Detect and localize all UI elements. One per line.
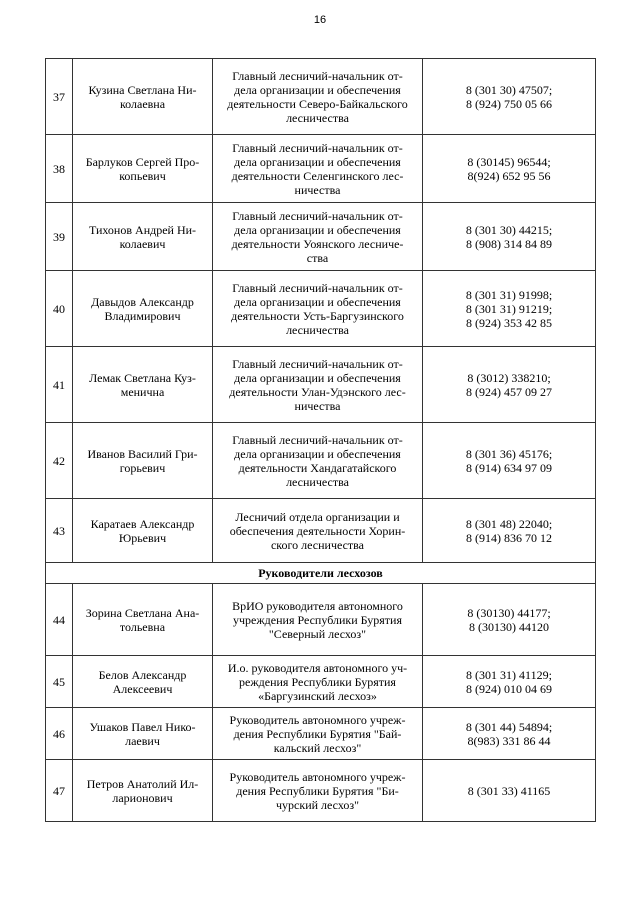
phone-numbers-line: 8 (914) 836 70 12: [466, 530, 552, 545]
table-row: [46, 135, 596, 203]
person-name-line: копьевич: [119, 168, 166, 183]
position-title-line: деятельности Северо-Байкальского: [227, 96, 408, 111]
position-title-line: Главный лесничий-начальник от-: [232, 208, 403, 223]
position-title-line: дела организации и обеспечения: [234, 446, 401, 461]
position-title-line: ства: [306, 250, 329, 265]
table-row: [46, 499, 596, 563]
position-title-line: лесничества: [286, 110, 349, 125]
position-title-line: обеспечения деятельности Хорин-: [229, 523, 406, 538]
row-number: 47: [46, 760, 73, 822]
phone-numbers-line: 8 (301 44) 54894;: [465, 719, 553, 734]
table-row: [46, 708, 596, 760]
person-name-line: колаевич: [119, 236, 166, 251]
phone-numbers: [423, 656, 596, 708]
row-number: 39: [46, 203, 73, 271]
phone-numbers-line: 8 (924) 750 05 66: [466, 96, 552, 111]
phone-numbers-line: 8 (301 31) 41129;: [466, 667, 552, 682]
table-row: [46, 271, 596, 347]
position-title: [213, 423, 423, 499]
phone-numbers-line: 8(983) 331 86 44: [467, 733, 551, 748]
person-name-line: Кузина Светлана Ни-: [88, 82, 197, 97]
person-name-line: ларионович: [112, 790, 173, 805]
phone-numbers: [423, 347, 596, 423]
position-title-line: учреждения Республики Бурятия: [233, 612, 402, 627]
table-row: [46, 203, 596, 271]
phone-numbers-line: 8 (301 31) 91998;: [465, 287, 553, 302]
row-number: 37: [46, 59, 73, 135]
phone-numbers: [423, 203, 596, 271]
phone-numbers: [423, 584, 596, 656]
phone-numbers-line: 8 (3012) 338210;: [467, 370, 551, 385]
position-title-line: дения Республики Бурятия "Бай-: [233, 726, 402, 741]
person-name-line: Барлуков Сергей Про-: [85, 154, 200, 169]
person-name-line: Тихонов Андрей Ни-: [88, 222, 197, 237]
person-name: [73, 271, 213, 347]
phone-numbers: [423, 708, 596, 760]
person-name-line: Каратаев Александр: [90, 516, 195, 531]
person-name-line: Юрьевич: [118, 530, 167, 545]
position-title-line: Руководитель автономного учреж-: [229, 712, 406, 727]
row-number: 38: [46, 135, 73, 203]
phone-numbers-line: 8 (924) 353 42 85: [466, 315, 552, 330]
section-heading: Руководители лесхозов: [46, 563, 596, 584]
phone-numbers: [423, 59, 596, 135]
row-number: 41: [46, 347, 73, 423]
position-title-line: дела организации и обеспечения: [234, 370, 401, 385]
position-title-line: Руководитель автономного учреж-: [229, 769, 406, 784]
person-name-line: Ушаков Павел Нико-: [89, 719, 196, 734]
person-name: [73, 203, 213, 271]
phone-numbers: [423, 423, 596, 499]
row-number: 43: [46, 499, 73, 563]
person-name-line: Иванов Василий Гри-: [87, 446, 198, 461]
person-name-line: лаевич: [125, 733, 160, 748]
person-name: [73, 656, 213, 708]
person-name: [73, 708, 213, 760]
position-title-line: дела организации и обеспечения: [234, 154, 401, 169]
position-title-line: чурский лесхоз": [276, 797, 359, 812]
position-title-line: деятельности Улан-Удэнского лес-: [229, 384, 406, 399]
phone-numbers-line: 8 (924) 457 09 27: [466, 384, 552, 399]
position-title-line: Главный лесничий-начальник от-: [232, 280, 403, 295]
person-name: [73, 347, 213, 423]
position-title-line: Главный лесничий-начальник от-: [232, 140, 403, 155]
row-number: 40: [46, 271, 73, 347]
position-title-line: кальский лесхоз": [273, 740, 362, 755]
position-title-line: лесничества: [286, 474, 349, 489]
position-title-line: ВрИО руководителя автономного: [232, 598, 403, 613]
position-title-line: деятельности Усть-Баргузинского: [231, 308, 404, 323]
table-row: [46, 760, 596, 822]
section-row-group: [46, 563, 596, 584]
phone-numbers-line: 8(924) 652 95 56: [467, 168, 551, 183]
table-body-leskhozy: [46, 584, 596, 822]
position-title-line: дела организации и обеспечения: [234, 222, 401, 237]
position-title-line: Главный лесничий-начальник от-: [232, 68, 403, 83]
phone-numbers-line: 8 (301 30) 47507;: [465, 82, 553, 97]
person-name-line: Белов Александр: [98, 667, 187, 682]
person-name: [73, 499, 213, 563]
table-row: [46, 347, 596, 423]
page-number: 16: [313, 14, 327, 26]
position-title-line: дела организации и обеспечения: [234, 82, 401, 97]
phone-numbers-line: 8 (301 31) 91219;: [465, 301, 553, 316]
phone-numbers-line: 8 (30130) 44120: [469, 619, 549, 634]
table-row: [46, 423, 596, 499]
position-title-line: дения Республики Бурятия "Би-: [236, 783, 399, 798]
row-number: 46: [46, 708, 73, 760]
person-name-line: Петров Анатолий Ил-: [86, 776, 199, 791]
position-title-line: ского лесничества: [270, 537, 365, 552]
phone-numbers: [423, 760, 596, 822]
person-name: [73, 423, 213, 499]
person-name-line: Владимирович: [104, 308, 181, 323]
position-title: [213, 760, 423, 822]
phone-numbers-line: 8 (914) 634 97 09: [466, 460, 552, 475]
phone-numbers-line: 8 (30130) 44177;: [467, 605, 551, 620]
phone-numbers: [423, 271, 596, 347]
person-name-line: менична: [120, 384, 165, 399]
person-name-line: Давыдов Александр: [91, 294, 194, 309]
position-title: [213, 584, 423, 656]
row-number: 42: [46, 423, 73, 499]
position-title-line: реждения Республики Бурятия: [239, 674, 396, 689]
person-name-line: колаевна: [119, 96, 166, 111]
phone-numbers-line: 8 (924) 010 04 69: [466, 681, 552, 696]
position-title: [213, 59, 423, 135]
phone-numbers-line: 8 (301 48) 22040;: [465, 516, 553, 531]
position-title-line: деятельности Хандагатайского: [238, 460, 397, 475]
person-name-line: тольевна: [119, 619, 166, 634]
position-title-line: Лесничий отдела организации и: [235, 509, 400, 524]
table-row: [46, 59, 596, 135]
person-name: [73, 760, 213, 822]
phone-numbers: [423, 499, 596, 563]
position-title: [213, 708, 423, 760]
position-title: [213, 203, 423, 271]
position-title: [213, 656, 423, 708]
table-row: [46, 584, 596, 656]
position-title-line: "Северный лесхоз": [268, 626, 367, 641]
position-title-line: дела организации и обеспечения: [234, 294, 401, 309]
position-title-line: деятельности Селенгинского лес-: [231, 168, 404, 183]
phone-numbers: [423, 135, 596, 203]
position-title: [213, 135, 423, 203]
person-name: [73, 584, 213, 656]
position-title-line: Главный лесничий-начальник от-: [232, 356, 403, 371]
table-row: [46, 656, 596, 708]
person-name-line: Зорина Светлана Ана-: [85, 605, 200, 620]
table-body-forestries: [46, 59, 596, 563]
position-title-line: ничества: [294, 398, 341, 413]
contacts-table: [45, 58, 596, 822]
position-title-line: лесничества: [286, 322, 349, 337]
position-title-line: «Баргузинский лесхоз»: [258, 688, 377, 703]
phone-numbers-line: 8 (301 36) 45176;: [465, 446, 553, 461]
person-name: [73, 59, 213, 135]
row-number: 44: [46, 584, 73, 656]
phone-numbers-line: 8 (30145) 96544;: [467, 154, 551, 169]
row-number: 45: [46, 656, 73, 708]
person-name: [73, 135, 213, 203]
person-name-line: Алексеевич: [112, 681, 173, 696]
position-title: [213, 499, 423, 563]
position-title: [213, 271, 423, 347]
position-title-line: деятельности Уоянского лесниче-: [231, 236, 404, 251]
person-name-line: горьевич: [119, 460, 166, 475]
phone-numbers-line: 8 (908) 314 84 89: [466, 236, 552, 251]
phone-numbers-line: 8 (301 30) 44215;: [465, 222, 553, 237]
position-title-line: ничества: [294, 182, 341, 197]
position-title-line: Главный лесничий-начальник от-: [232, 432, 403, 447]
position-title: [213, 347, 423, 423]
person-name-line: Лемак Светлана Куз-: [89, 370, 196, 385]
section-heading-row: [46, 563, 596, 584]
phone-numbers-line: 8 (301 33) 41165: [467, 783, 551, 798]
position-title-line: И.о. руководителя автономного уч-: [227, 660, 408, 675]
